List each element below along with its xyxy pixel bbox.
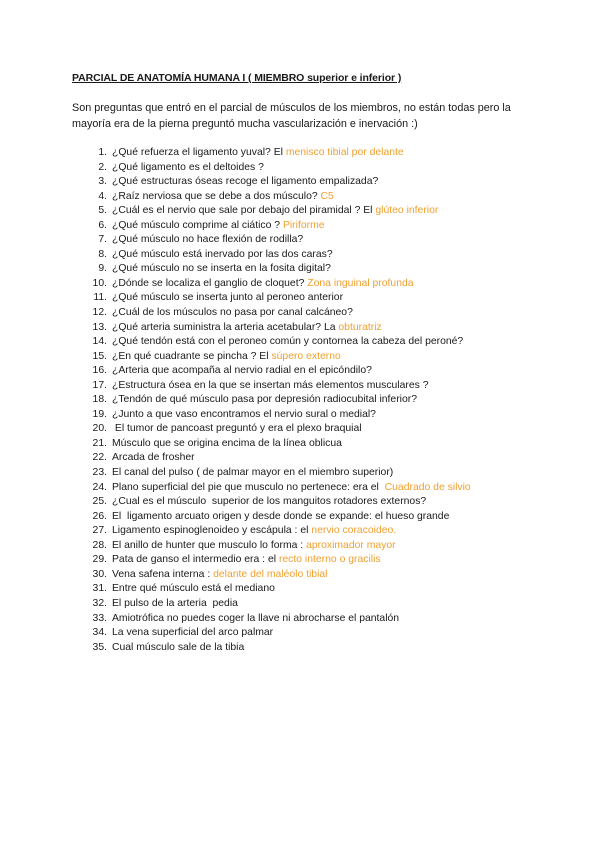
question-number: 24. xyxy=(92,481,107,493)
question-number: 28. xyxy=(92,539,107,551)
question-body xyxy=(112,248,333,263)
question-body xyxy=(112,553,381,568)
question-item xyxy=(86,612,546,627)
question-number: 8. xyxy=(98,248,107,260)
question-number: 29. xyxy=(92,554,107,566)
question-number: 18. xyxy=(92,394,107,406)
question-number: 21. xyxy=(92,437,107,449)
document-title: PARCIAL DE ANATOMÍA HUMANA I ( MIEMBRO superior e inferior ) xyxy=(72,72,402,84)
question-body xyxy=(112,190,334,205)
question-item xyxy=(86,204,546,219)
question-text: Pata de ganso el intermedio era : el xyxy=(112,554,279,566)
question-item xyxy=(86,262,546,277)
question-body xyxy=(112,626,273,641)
question-text: ¿Tendón de qué músculo pasa por depresión radiocubital inferior? xyxy=(112,394,417,406)
question-answer: súpero externo xyxy=(271,350,341,362)
question-answer: glúteo inferior xyxy=(375,205,439,217)
question-text: ¿Qué refuerza el ligamento yuval? El xyxy=(112,147,286,158)
question-number: 17. xyxy=(92,379,107,391)
question-item xyxy=(86,146,546,161)
question-body xyxy=(112,481,471,496)
question-text: ¿En qué cuadrante se pincha ? El xyxy=(112,350,272,362)
question-body xyxy=(112,612,399,627)
question-number: 31. xyxy=(92,583,107,595)
question-item xyxy=(86,481,546,496)
question-item xyxy=(86,175,546,190)
question-text: ¿Junto a que vaso encontramos el nervio sural o medial? xyxy=(112,408,376,420)
question-body xyxy=(112,379,429,394)
question-body xyxy=(112,350,341,365)
question-number: 6. xyxy=(98,219,107,231)
question-body xyxy=(112,495,426,510)
question-text: Cual músculo sale de la tibia xyxy=(112,641,245,653)
question-answer: Piriforme xyxy=(282,219,325,231)
question-number: 13. xyxy=(92,321,107,333)
question-item xyxy=(86,161,546,176)
question-text: Ligamento espinoglenoideo y escápula : el xyxy=(112,525,312,537)
question-number: 32. xyxy=(92,597,107,609)
question-number: 34. xyxy=(92,627,107,639)
question-body xyxy=(112,597,238,612)
question-text: ¿Qué estructuras óseas recoge el ligamento empalizada? xyxy=(112,176,379,188)
question-body xyxy=(112,262,331,277)
question-body xyxy=(112,393,417,408)
question-answer: obturatriz xyxy=(338,321,382,333)
question-number: 35. xyxy=(92,641,107,653)
question-number: 3. xyxy=(98,176,107,188)
question-body xyxy=(112,161,264,176)
question-body xyxy=(112,422,362,437)
question-item xyxy=(86,321,546,336)
question-item xyxy=(86,379,546,394)
question-text: El pulso de la arteria pedia xyxy=(112,597,238,609)
question-body xyxy=(112,641,244,656)
question-text: ¿Qué tendón está con el peroneo común y contornea la cabeza del peroné? xyxy=(112,336,464,348)
question-number: 14. xyxy=(92,336,107,348)
question-text: ¿Qué músculo comprime al ciático ? xyxy=(112,219,283,231)
question-answer: menisco tibial por delante xyxy=(285,147,404,158)
question-text: ¿Estructura ósea en la que se insertan más elementos musculares ? xyxy=(112,379,429,391)
question-text: ¿Cual es el músculo superior de los manguitos rotadores externos? xyxy=(112,496,427,508)
question-text: El anillo de hunter que musculo lo forma : xyxy=(112,539,307,551)
question-number: 7. xyxy=(98,234,107,246)
question-number: 9. xyxy=(98,263,107,275)
question-text: ¿Qué ligamento es el deltoides ? xyxy=(112,161,264,173)
question-item xyxy=(86,524,546,539)
question-text: ¿Qué músculo se inserta junto al peroneo anterior xyxy=(112,292,344,304)
question-text: El canal del pulso ( de palmar mayor en el miembro superior) xyxy=(112,467,394,479)
question-text: ¿Qué músculo no se inserta en la fosita digital? xyxy=(112,263,331,275)
question-number: 26. xyxy=(92,510,107,522)
question-number: 19. xyxy=(92,408,107,420)
question-item xyxy=(86,597,546,612)
question-number: 10. xyxy=(92,277,107,289)
question-number: 27. xyxy=(92,525,107,537)
question-item xyxy=(86,495,546,510)
question-item xyxy=(86,437,546,452)
question-item xyxy=(86,233,546,248)
question-body xyxy=(112,510,449,525)
question-text: ¿Arteria que acompaña al nervio radial en el epicóndilo? xyxy=(112,365,372,377)
question-item xyxy=(86,568,546,583)
question-item xyxy=(86,277,546,292)
intro-paragraph: Son preguntas que entró en el parcial de músculos de los miembros, no están todas pero la mayoría era de la pierna preguntó mucha vascularización e inervación :) xyxy=(72,102,511,130)
question-answer: delante del maléolo tibial xyxy=(213,568,328,580)
question-answer: Cuadrado de silvio xyxy=(384,481,471,493)
question-body xyxy=(112,277,414,292)
question-number: 12. xyxy=(92,307,107,319)
question-text: ¿Qué músculo no hace flexión de rodilla? xyxy=(112,234,304,246)
question-text: Amiotrófica no puedes coger la llave ni abrocharse el pantalón xyxy=(112,612,400,624)
question-answer: C5 xyxy=(320,190,334,202)
question-answer: recto interno o gracilis xyxy=(278,554,381,566)
question-body xyxy=(112,451,195,466)
question-body xyxy=(112,524,396,539)
question-body xyxy=(112,539,396,554)
question-item xyxy=(86,582,546,597)
question-body xyxy=(112,204,438,219)
question-text: Músculo que se origina encima de la línea oblicua xyxy=(112,437,342,449)
question-text: Plano superficial del pie que musculo no pertenece: era el xyxy=(112,481,385,493)
question-number: 5. xyxy=(98,205,107,217)
question-item xyxy=(86,451,546,466)
question-item xyxy=(86,335,546,350)
question-item xyxy=(86,291,546,306)
question-body xyxy=(112,306,353,321)
question-number: 33. xyxy=(92,612,107,624)
question-number: 16. xyxy=(92,365,107,377)
question-item xyxy=(86,248,546,263)
question-text: Entre qué músculo está el mediano xyxy=(112,583,275,595)
question-list xyxy=(86,146,546,655)
question-item xyxy=(86,408,546,423)
question-text: ¿Raíz nerviosa que se debe a dos músculo? xyxy=(112,190,321,202)
question-body xyxy=(112,364,372,379)
question-item xyxy=(86,393,546,408)
question-item xyxy=(86,466,546,481)
question-text: ¿Cuál de los músculos no pasa por canal calcáneo? xyxy=(112,307,353,319)
question-body xyxy=(112,146,404,161)
question-item xyxy=(86,422,546,437)
question-item xyxy=(86,190,546,205)
question-answer: Zona inguinal profunda xyxy=(307,277,414,289)
question-answer: nervio coracoideo. xyxy=(311,525,397,537)
question-text: Arcada de frosher xyxy=(112,452,195,464)
question-number: 2. xyxy=(98,161,107,173)
question-body xyxy=(112,335,463,350)
question-number: 15. xyxy=(92,350,107,362)
question-number: 4. xyxy=(98,190,107,202)
question-body xyxy=(112,466,393,481)
question-body xyxy=(112,437,342,452)
question-item xyxy=(86,539,546,554)
question-text: ¿Qué músculo está inervado por las dos caras? xyxy=(112,248,333,260)
question-body xyxy=(112,291,343,306)
question-number: 30. xyxy=(92,568,107,580)
question-text: ¿Qué arteria suministra la arteria acetabular? La xyxy=(112,321,339,333)
question-number: 22. xyxy=(92,452,107,464)
question-number: 20. xyxy=(92,423,107,435)
question-item xyxy=(86,553,546,568)
question-body xyxy=(112,582,275,597)
question-item xyxy=(86,306,546,321)
question-number: 1. xyxy=(98,147,107,158)
question-text: El tumor de pancoast preguntó y era el plexo braquial xyxy=(112,423,362,435)
question-text: ¿Cuál es el nervio que sale por debajo del piramidal ? El xyxy=(112,205,376,217)
question-body xyxy=(112,321,382,336)
question-item xyxy=(86,350,546,365)
question-text: El ligamento arcuato origen y desde donde se expande: el hueso grande xyxy=(112,510,450,522)
question-body xyxy=(112,175,378,190)
question-item xyxy=(86,364,546,379)
question-item xyxy=(86,510,546,525)
question-number: 23. xyxy=(92,467,107,479)
question-item xyxy=(86,641,546,656)
question-item xyxy=(86,626,546,641)
question-text: Vena safena interna : xyxy=(112,568,214,580)
question-number: 25. xyxy=(92,496,107,508)
question-text: La vena superficial del arco palmar xyxy=(112,627,274,639)
question-body xyxy=(112,219,325,234)
question-body xyxy=(112,568,327,583)
question-answer: aproximador mayor xyxy=(306,539,396,551)
question-body xyxy=(112,233,303,248)
question-body xyxy=(112,408,376,423)
question-number: 11. xyxy=(93,292,107,304)
question-item xyxy=(86,219,546,234)
question-text: ¿Dónde se localiza el ganglio de cloquet? xyxy=(112,277,308,289)
